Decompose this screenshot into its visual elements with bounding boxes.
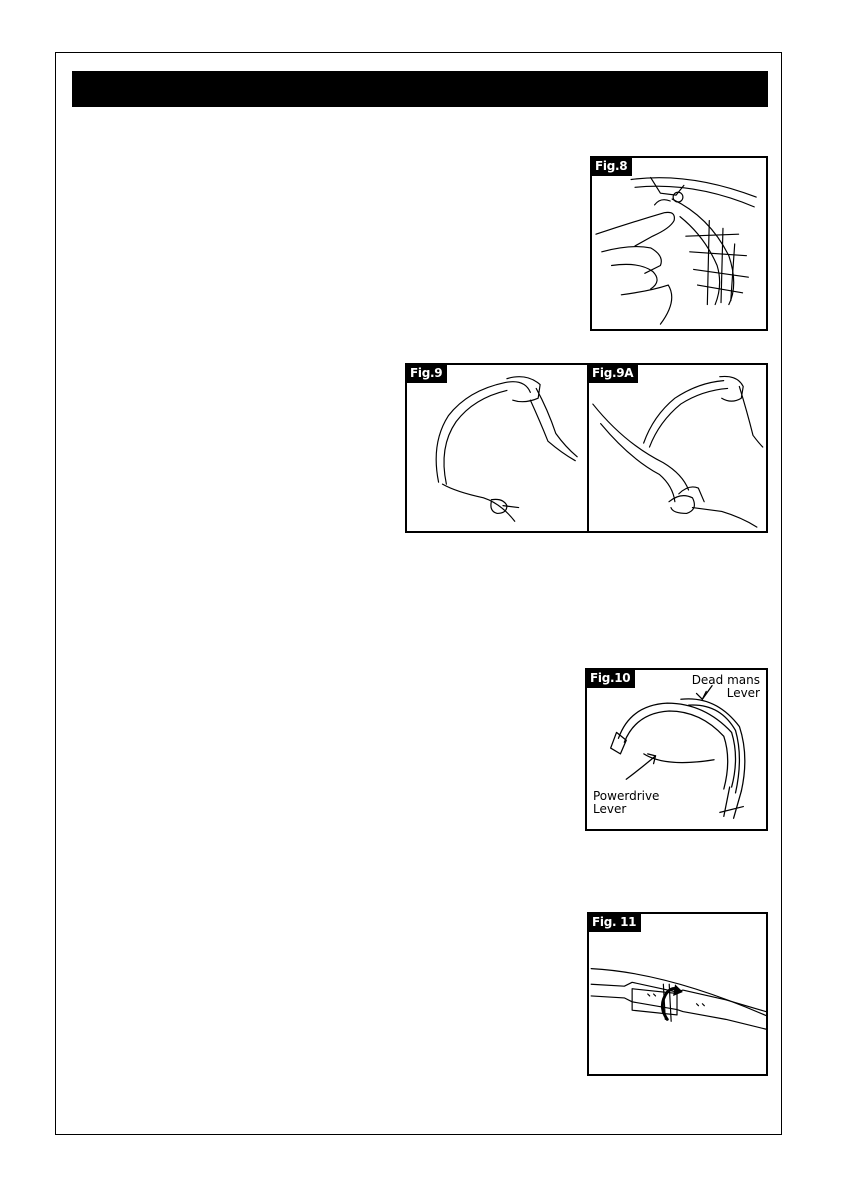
figure-10-label: Fig.10 <box>587 670 635 688</box>
figure-11-illustration <box>589 914 766 1074</box>
figure-9-divider <box>587 365 589 531</box>
dead-mans-lever-callout <box>692 674 760 700</box>
figure-9-label: Fig.9 <box>407 365 447 383</box>
section-header-bar <box>72 71 768 107</box>
figure-11 <box>587 912 768 1076</box>
dead-mans-callout-line1: Dead mans <box>691 673 760 687</box>
figure-8-label: Fig.8 <box>592 158 632 176</box>
figure-9a-label: Fig.9A <box>589 365 638 383</box>
figure-11-label: Fig. 11 <box>589 914 641 932</box>
figure-9-panel <box>405 363 768 533</box>
figure-8 <box>590 156 768 331</box>
powerdrive-callout-line1: Powerdrive <box>593 789 660 803</box>
figure-8-illustration <box>592 158 766 329</box>
powerdrive-lever-callout <box>593 790 659 816</box>
dead-mans-callout-line2: Lever <box>726 686 760 700</box>
figure-10 <box>585 668 768 831</box>
powerdrive-callout-line2: Lever <box>593 802 627 816</box>
